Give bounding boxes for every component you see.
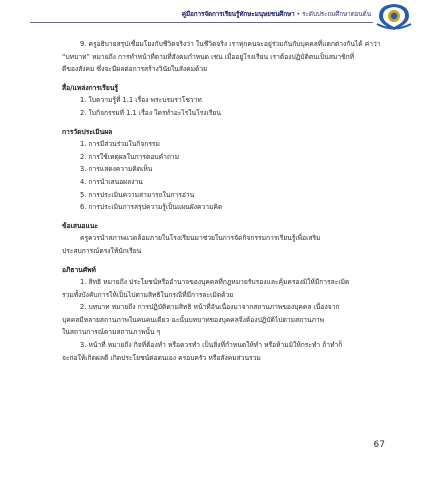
header-subtitle: • ระดับประถมศึกษาตอนต้น [294,10,371,18]
glossary-term-1-line-2: รวมทั้งบังคับการให้เป็นไปตามสิทธิในกรณีที่มีการละเมิดด้วย [62,290,234,299]
step-9-paragraph [62,38,384,76]
evaluation-item: 4. การนำเสนอผลงาน [80,177,143,186]
evaluation-item: 1. การมีส่วนร่วมในกิจกรรม [80,140,160,149]
materials-item: 1. ใบความรู้ที่ 1.1 เรื่อง พระบรมราโชวาท [80,96,202,105]
step-9-line-1: 9. ครูอธิบายสรุปเชื่อมโยงกับชีวิตจริงว่า ในชีวิตจริง เราทุกคนจะอยู่ร่วมกันกับบุคคลที่แตกต่างกันได้ ค่าว่า [80,40,381,48]
glossary-term-rights [62,276,384,301]
materials-item: 2. ใบกิจกรรมที่ 1.1 เรื่อง ใครทำอะไรในโรงเรียน [80,108,221,117]
glossary-term-duty [62,339,384,364]
page-header [0,0,427,32]
suggestion-heading: ข้อเสนอแนะ [62,221,99,230]
glossary-term-3-line-1: 3. หน้าที่ หมายถึง กิจที่ต้องทำ หรือควรทำ เป็นสิ่งที่กำหนดให้ทำ หรือห้ามมิให้กระทำ ถ้าทำก็ [80,341,343,350]
glossary-term-2-line-2: บุคคลมีหลายสถานภาพในคนคนเดียว ฉะนั้นบทบาทของบุคคลจึงต้องปฏิบัติไปตามสถานภาพ [62,315,325,324]
step-9-line-3: ดีของสังคม ซึ่งจะมีผลต่อการสร้างวินัยในสังคมด้วย [62,65,208,74]
page-body [62,38,384,364]
glossary-term-3-line-2: จะก่อให้เกิดผลดี เกิดประโยชน์ต่อตนเอง ครอบครัว หรือสังคมส่วนรวม [62,353,261,362]
header-title [182,9,371,19]
page-number: 67 [373,440,385,450]
suggestion-line-2: ประสบการณ์ตรงให้นักเรียน [62,246,142,255]
evaluation-item: 5. การประเมินความสามารถในการอ่าน [80,190,195,199]
evaluation-item: 3. การแสดงความคิดเห็น [80,165,153,174]
suggestion-line-1: ครูควรนำสภาพแวดล้อมภายในโรงเรียนมาช่วยในการจัดกิจกรรมการเรียนรู้เพื่อเสริม [80,234,321,243]
glossary-term-2-line-1: 2. บทบาท หมายถึง การปฏิบัติตามสิทธิ หน้าที่อันเนื่องมาจากสถานภาพของบุคคล เนื่องจาก [80,303,340,312]
glossary-term-role [62,301,384,339]
glossary-heading: อภิธานศัพท์ [62,265,96,274]
evaluation-heading: การวัดประเมินผล [62,127,113,136]
step-9-line-2: “บทบาท” หมายถึง การทำหน้าที่ตามที่สังคมกำหนด เช่น เมื่ออยู่โรงเรียน เราต้องปฏิบัติตนเป็นสมาชิกที่ [62,52,355,61]
suggestion-paragraph [62,232,384,257]
evaluation-item: 6. การประเมินการสรุปความรู้เป็นแผนผังความคิด [80,203,223,212]
glossary-term-2-line-3: ในสถานการณ์ตามสถานภาพนั้น ๆ [62,328,161,337]
glossary-term-1-line-1: 1. สิทธิ หมายถึง ประโยชน์หรืออำนาจของบุคคลที่กฎหมายรับรองและคุ้มครองมิให้มีการละเมิด [80,278,350,287]
emblem-logo-icon [375,2,413,32]
header-divider [30,22,373,23]
evaluation-item: 2. การใช้เหตุผลในการตอบคำถาม [80,152,180,161]
materials-heading: สื่อ/แหล่งการเรียนรู้ [62,83,118,92]
header-title-main: คู่มือการจัดการเรียนรู้ทักษะมนุษยชนศึกษา [181,10,295,18]
